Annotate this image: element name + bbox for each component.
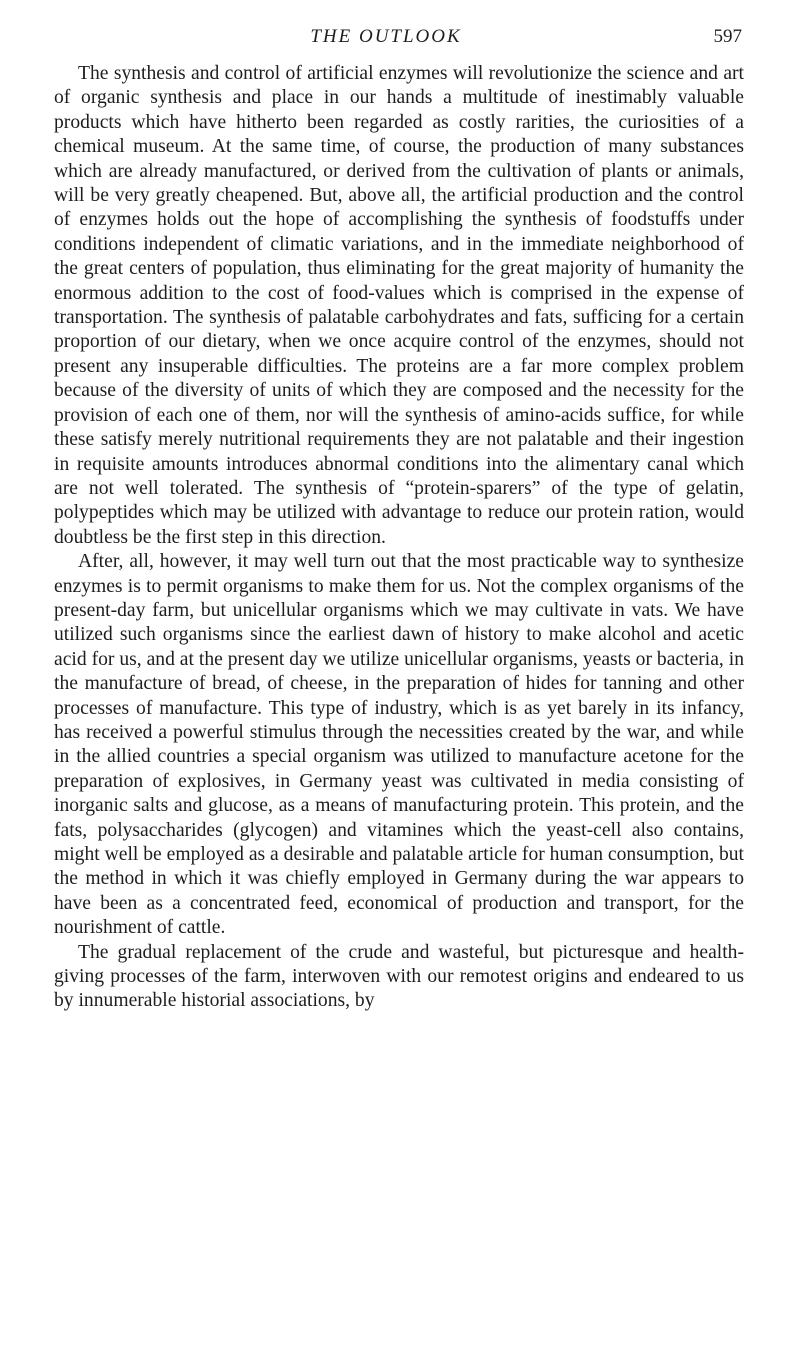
paragraph-enzymes-synthesis: The synthesis and control of artificial enzymes will revolutionize the science and art of organic synthesis and place in our hands a multitude of inestimably valuable products which have hitherto been regarded as costly rarities, the curiosities of a chemical museum. At the same time, of course, the production of many substances which are already manufactured, or derived from the cultivation of plants or animals, will be very greatly cheapened. But, above all, the artificial production and the control of enzymes holds out the hope of accomplishing the synthesis of foodstuffs under conditions independent of climatic variations, and in the immediate neighborhood of the great centers of population, thus eliminating for the great majority of humanity the enormous addition to the cost of food-values which is comprised in the expense of transportation. The synthesis of palatable carbohydrates and fats, sufficing for a certain proportion of our dietary, when we once acquire control of the enzymes, should not present any insuperable difficulties. The proteins are a far more complex problem because of the diversity of units of which they are composed and the necessity for the provision of each one of them, nor will the synthesis of amino-acids suffice, for while these satisfy merely nutritional requirements they are not palatable and their ingestion in requisite amounts introduces abnormal conditions into the alimentary canal which are not well tolerated. The synthesis of “protein-sparers” of the type of gelatin, polypeptides which may be utilized with advantage to reduce our protein ration, would doubtless be the first step in this direction. bbox=[54, 63, 744, 548]
running-head bbox=[30, 24, 742, 50]
body-text bbox=[54, 62, 744, 1014]
paragraph-farm-replacement: The gradual replacement of the crude and wasteful, but picturesque and health-giving processes of the farm, interwoven with our remotest origins and endeared to us by innumerable historial associations, by bbox=[54, 941, 744, 1012]
paragraph-unicellular-organisms: After, all, however, it may well turn out that the most practicable way to synthesize enzymes is to permit organisms to make them for us. Not the complex organisms of the present-day farm, but unicellular organisms which we may cultivate in vats. We have utilized such organisms since the earliest dawn of history to make alcohol and acetic acid for us, and at the present day we utilize unicellular organisms, yeasts or bacteria, in the manufacture of bread, of cheese, in the preparation of hides for tanning and other processes of manufacture. This type of industry, which is as yet barely in its infancy, has received a powerful stimulus through the necessities created by the war, and while in the allied countries a special organism was utilized to manufacture acetone for the preparation of explosives, in Germany yeast was cultivated in media consisting of inorganic salts and glucose, as a means of manufacturing protein. This protein, and the fats, polysaccharides (glycogen) and vitamines which the yeast-cell also contains, might well be employed as a desirable and palatable article for human consumption, but the method in which it was chiefly employed in Germany during the war appears to have been as a concentrated feed, economical of production and transport, for the nourishment of cattle. bbox=[54, 551, 744, 939]
running-title: THE OUTLOOK bbox=[310, 26, 462, 47]
page-number: 597 bbox=[713, 26, 742, 47]
